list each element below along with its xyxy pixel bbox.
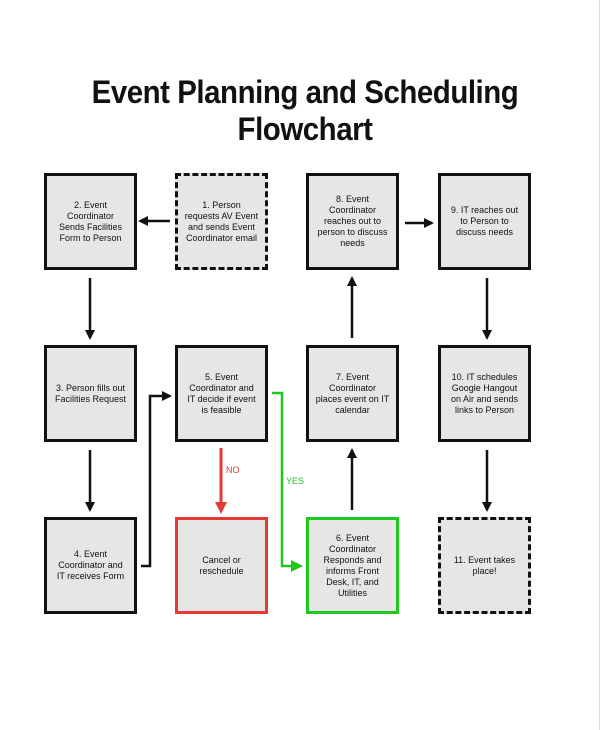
arrow-4-to-5	[141, 396, 170, 566]
step-7-text: 7. Event Coordinator places event on IT calendar	[315, 371, 390, 415]
step-6-text: 6. Event Coordinator Responds and informs Front Desk, IT, and Utilities	[323, 532, 382, 598]
page-title: Event Planning and Scheduling Flowchart	[91, 74, 519, 147]
step-2-text: 2. Event Coordinator Sends Facilities Form to Person	[58, 199, 123, 243]
step-5-text: 5. Event Coordinator and IT decide if event is feasible	[187, 371, 256, 415]
step-10-text: 10. IT schedules Google Hangout on Air and sends links to Person	[450, 371, 519, 415]
step-11-text: 11. Event takes place!	[453, 554, 516, 576]
step-1-text: 1. Person requests AV Event and sends Event Coordinator email	[184, 199, 259, 243]
step-9-text: 9. IT reaches out to Person to discuss needs	[450, 205, 519, 237]
step-3-text: 3. Person fills out Facilities Request	[54, 382, 127, 404]
yes-label: YES	[286, 476, 305, 486]
step-8-text: 8. Event Coordinator reaches out to person to discuss needs	[317, 194, 388, 248]
no-label: NO	[226, 465, 240, 475]
step-4-text: 4. Event Coordinator and IT receives Form	[56, 549, 125, 581]
cancel-text: Cancel or reschedule	[199, 554, 244, 576]
